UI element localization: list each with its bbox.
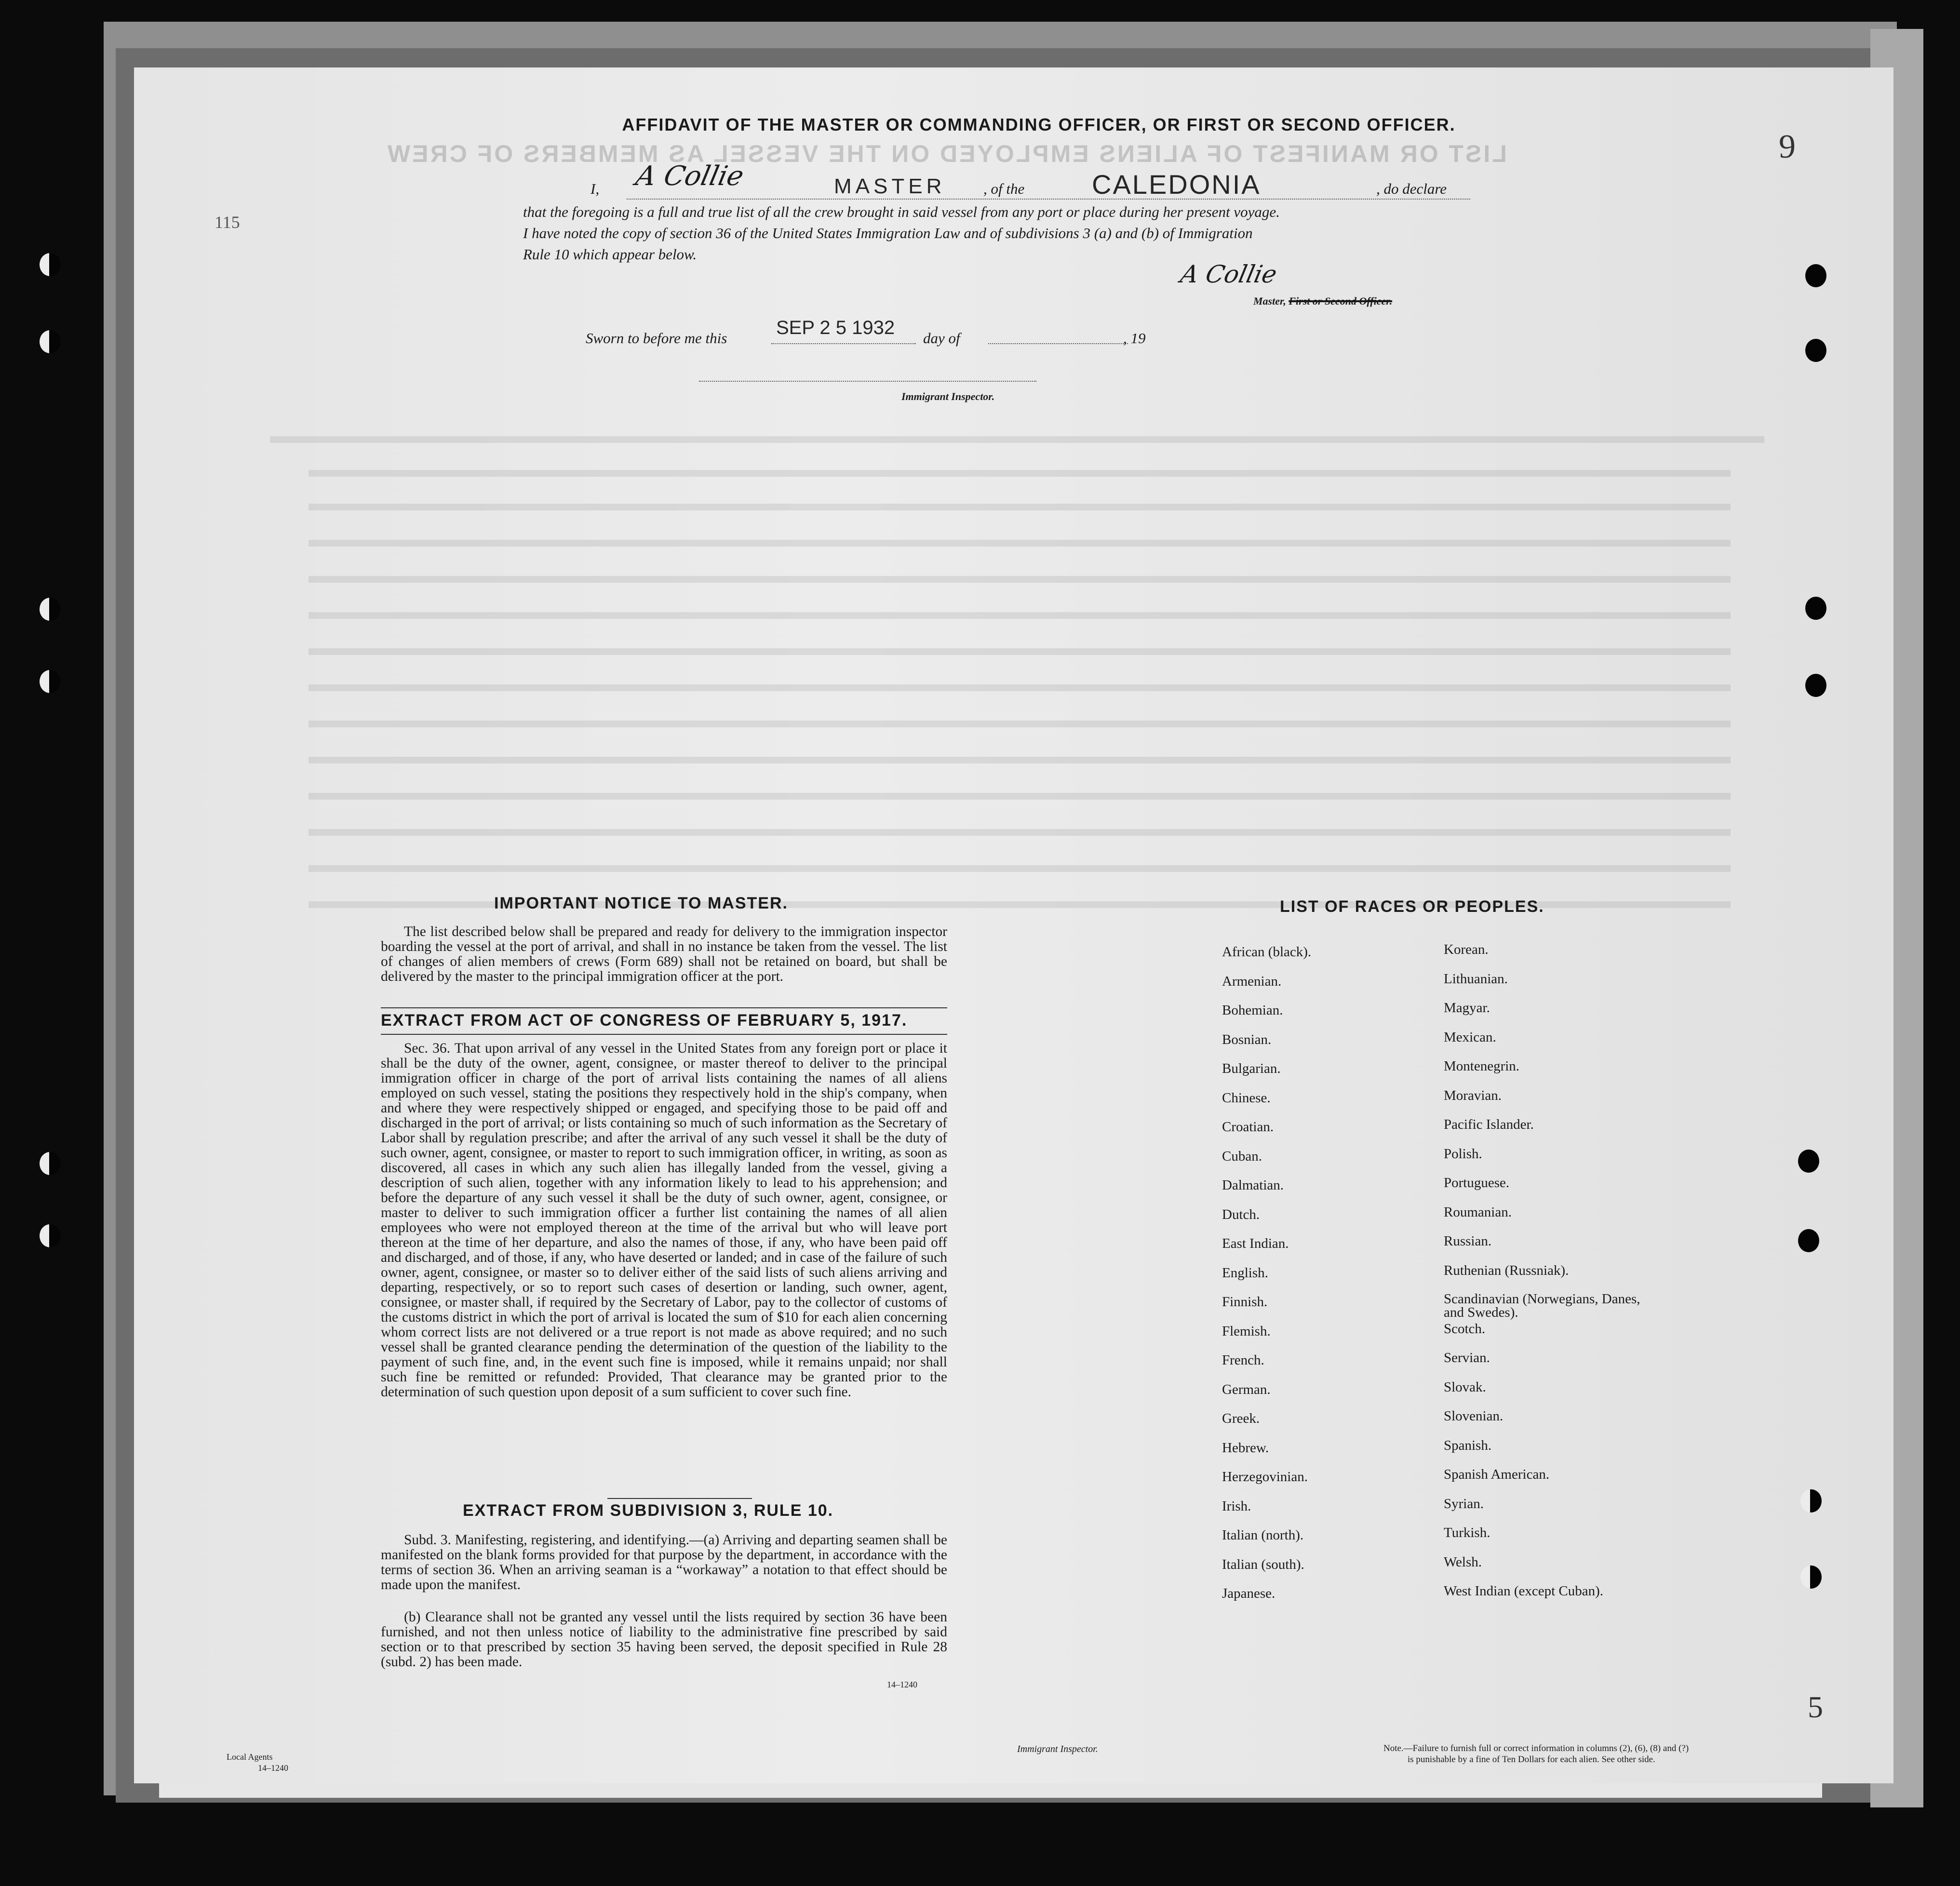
bleed-through-row: [309, 757, 1731, 763]
race-item: Roumanian.: [1444, 1204, 1512, 1220]
race-item: Hebrew.: [1222, 1440, 1269, 1456]
race-item: Polish.: [1444, 1146, 1482, 1162]
extract-rule-text-b: (b) Clearance shall not be granted any vessel until the lists required by section 36 have been furnished, and not then unless notice of liability to the administrative fine prescribed by said section or to that prescribed by section 35 having been served, the deposit specified in Rule 28 (subd. 2) has been made.: [381, 1609, 947, 1670]
race-item: Welsh.: [1444, 1554, 1482, 1570]
vessel-name: CALEDONIA: [1092, 169, 1261, 200]
races-title: LIST OF RACES OR PEOPLES.: [1280, 897, 1544, 916]
race-item: Greek.: [1222, 1411, 1260, 1426]
race-item: Syrian.: [1444, 1496, 1484, 1511]
rank-stamp: MASTER: [834, 174, 946, 198]
punch-hole: [40, 598, 61, 621]
race-item: East Indian.: [1222, 1236, 1289, 1251]
punch-hole: [1800, 1489, 1822, 1512]
local-form-number: 14–1240: [258, 1763, 288, 1773]
bleed-through-row: [270, 436, 1764, 443]
race-item: French.: [1222, 1352, 1264, 1368]
section-divider: [381, 1007, 947, 1008]
race-item: Servian.: [1444, 1350, 1490, 1365]
punch-hole: [40, 670, 61, 693]
punch-hole: [40, 253, 61, 276]
race-item: Magyar.: [1444, 1000, 1490, 1016]
bleed-through-row: [309, 504, 1731, 510]
left-margin-number: 115: [215, 213, 240, 232]
punch-hole: [1798, 1150, 1819, 1173]
bottom-right-mark: 5: [1808, 1690, 1823, 1724]
affidavit-section: [554, 115, 1494, 135]
master-signature: A Collie: [633, 161, 747, 192]
bleed-through-row: [309, 793, 1731, 800]
bleed-through-row: [309, 576, 1731, 583]
punch-hole: [1805, 339, 1826, 362]
race-item: Slovak.: [1444, 1379, 1486, 1395]
extract-rule-title: EXTRACT FROM SUBDIVISION 3, RULE 10.: [463, 1501, 834, 1520]
race-item: Cuban.: [1222, 1148, 1262, 1164]
section-divider: [381, 1034, 947, 1035]
races-left-column: [1222, 945, 1311, 1616]
extract-act-title: EXTRACT FROM ACT OF CONGRESS OF FEBRUARY 5, 1917.: [381, 1011, 908, 1030]
punch-hole: [1800, 1565, 1822, 1589]
footer-note-line-1: Note.—Failure to furnish full or correct information in columns (2), (6), (8) and (?): [1383, 1743, 1689, 1753]
race-item: Spanish American.: [1444, 1467, 1550, 1482]
bleed-through-heading: LIST OR MANIFEST OF ALIENS EMPLOYED ON THE VESSEL AS MEMBERS OF CREW: [386, 140, 1507, 167]
footer-note-line-2: is punishable by a fine of Ten Dollars for each alien. See other side.: [1408, 1754, 1655, 1765]
declaration-underline: [627, 199, 1470, 200]
affidavit-i: I,: [591, 180, 600, 197]
race-item: Chinese.: [1222, 1090, 1271, 1106]
struck-officer-text: First or Second Officer.: [1289, 295, 1393, 307]
race-item: Pacific Islander.: [1444, 1117, 1534, 1132]
races-right-column: [1444, 942, 1646, 1613]
date-stamp: SEP 2 5 1932: [776, 317, 895, 338]
race-item: German.: [1222, 1381, 1271, 1397]
race-item: Spanish.: [1444, 1437, 1492, 1453]
affidavit-do-declare: , do declare: [1376, 180, 1447, 197]
bleed-through-row: [309, 540, 1731, 547]
race-item: Italian (south).: [1222, 1556, 1304, 1572]
race-item: Russian.: [1444, 1233, 1492, 1249]
race-item: Moravian.: [1444, 1087, 1502, 1103]
inspector-underline: [699, 381, 1036, 382]
race-item: Dalmatian.: [1222, 1177, 1284, 1193]
race-item: English.: [1222, 1265, 1268, 1281]
master-label: [1253, 295, 1392, 308]
bleed-through-row: [309, 470, 1731, 477]
day-of-label: day of: [923, 330, 960, 347]
punch-hole: [1805, 264, 1826, 287]
punch-hole: [1805, 674, 1826, 697]
race-item: Lithuanian.: [1444, 971, 1508, 987]
date-underline: [771, 343, 916, 344]
race-item: Portuguese.: [1444, 1175, 1510, 1190]
immigrant-inspector-label: Immigrant Inspector.: [901, 390, 995, 402]
bleed-through-row: [309, 684, 1731, 691]
race-item: Montenegrin.: [1444, 1058, 1520, 1074]
local-agents-label: Local Agents: [227, 1752, 273, 1762]
footer-inspector-label: Immigrant Inspector.: [1017, 1744, 1098, 1754]
second-signature: A Collie: [1178, 260, 1280, 288]
race-item: Scandinavian (Norwegians, Danes, and Swedes).: [1444, 1291, 1640, 1320]
affidavit-line-3: I have noted the copy of section 36 of the United States Immigration Law and of subdivisions 3 (a) and (b) of Immigration: [523, 225, 1253, 241]
race-item: African (black).: [1222, 944, 1312, 960]
master-label-text: Master,: [1253, 295, 1289, 307]
race-item: Finnish.: [1222, 1294, 1268, 1310]
affidavit-line-4: Rule 10 which appear below.: [523, 246, 697, 263]
day-underline: [988, 343, 1128, 344]
race-item: Croatian.: [1222, 1119, 1274, 1135]
punch-hole: [1798, 1229, 1819, 1252]
bleed-through-row: [309, 829, 1731, 836]
bleed-through-row: [309, 721, 1731, 727]
race-item: West Indian (except Cuban).: [1444, 1583, 1604, 1599]
year-prefix: , 19: [1123, 330, 1146, 347]
race-item: Turkish.: [1444, 1525, 1490, 1540]
affidavit-of-the: , of the: [983, 180, 1025, 197]
extract-rule-text-a: Subd. 3. Manifesting, registering, and identifying.—(a) Arriving and departing seamen shall be manifested on the blank forms provided for that purpose by the department, in accordance with the terms of section 36. When an arriving seaman is a “workaway” a notation to that effect should be made upon the manifest.: [381, 1532, 947, 1592]
race-item: Scotch.: [1444, 1321, 1486, 1337]
punch-hole: [1805, 597, 1826, 620]
race-item: Bohemian.: [1222, 1003, 1283, 1018]
race-item: Herzegovinian.: [1222, 1469, 1308, 1485]
race-item: Dutch.: [1222, 1206, 1260, 1222]
race-item: Armenian.: [1222, 973, 1282, 989]
bleed-through-row: [309, 865, 1731, 872]
race-item: Japanese.: [1222, 1586, 1275, 1601]
bleed-through-row: [309, 648, 1731, 655]
race-item: Mexican.: [1444, 1029, 1496, 1045]
notice-title: IMPORTANT NOTICE TO MASTER.: [494, 894, 788, 912]
form-number: 14–1240: [887, 1680, 917, 1689]
sworn-label: Sworn to before me this: [586, 330, 727, 347]
punch-hole: [40, 1152, 61, 1175]
bleed-through-row: [309, 612, 1731, 619]
race-item: Irish.: [1222, 1498, 1251, 1514]
race-item: Korean.: [1444, 942, 1489, 957]
race-item: Bulgarian.: [1222, 1061, 1281, 1076]
race-item: Ruthenian (Russniak).: [1444, 1262, 1569, 1278]
race-item: Bosnian.: [1222, 1031, 1272, 1047]
affidavit-title: AFFIDAVIT OF THE MASTER OR COMMANDING OFFICER, OR FIRST OR SECOND OFFICER.: [622, 115, 1456, 134]
punch-hole: [40, 330, 61, 353]
race-item: Slovenian.: [1444, 1408, 1504, 1424]
race-item: Italian (north).: [1222, 1527, 1304, 1543]
section-divider: [607, 1498, 752, 1499]
affidavit-line-2: that the foregoing is a full and true list of all the crew brought in said vessel from any port or place during her present voyage.: [523, 203, 1280, 220]
extract-act-text: Sec. 36. That upon arrival of any vessel in the United States from any foreign port or place it shall be the duty of the owner, agent, consignee, or master thereof to deliver to the principal immigration officer in charge of the port of arrival lists containing the names of all aliens employed on such vessel, stating the positions they respectively hold in the ship's company, when and where they were respectively shipped or engaged, and specifying those to be paid off and discharged in the port of arrival; or lists containing so much of such information as the Secretary of Labor shall by regulation prescribe; and after the arrival of any such vessel it shall be the duty of such owner, agent, consignee, or master to report to such immigration officer, in writing, as soon as discovered, all cases in which any such alien has illegally landed from the vessel, giving a description of such alien, together with any information likely to lead to his apprehension; and before the departure of any such vessel it shall be the duty of such owner, agent, consignee, or master to deliver to such immigration officer a further list containing the names of all alien employees who were not employed thereon at the time of the arrival but who will leave port thereon at the time of her departure, and also the names of those, if any, who have been paid off and discharged, and of those, if any, who have deserted or landed; and in case of the failure of such owner, agent, consignee, or master so to deliver either of the said lists of such aliens arriving and departing, respectively, or so to report such cases of desertion or landing, such owner, agent, consignee, or master shall, if required by the Secretary of Labor, pay to the collector of customs of the customs district in which the port of arrival is located the sum of $10 for each alien concerning whom correct lists are not delivered or a true report is not made as above required; and no such vessel shall be granted clearance pending the determination of the question of the liability to the payment of such fine, and, in the event such fine is imposed, while it remains unpaid; nor shall such fine be remitted or refunded: Provided, That clearance may be granted prior to the determination of such question upon deposit of a sum sufficient to cover such fine.: [381, 1041, 947, 1400]
corner-page-number: 9: [1779, 128, 1796, 165]
race-item: Flemish.: [1222, 1323, 1271, 1339]
notice-text: The list described below shall be prepared and ready for delivery to the immigration inspector boarding the vessel at the port of arrival, and shall in no instance be taken from the vessel. The list of changes of alien members of crews (Form 689) shall not be retained on board, but shall be delivered by the master to the principal immigration officer at the port.: [381, 924, 947, 984]
punch-hole: [40, 1224, 61, 1247]
